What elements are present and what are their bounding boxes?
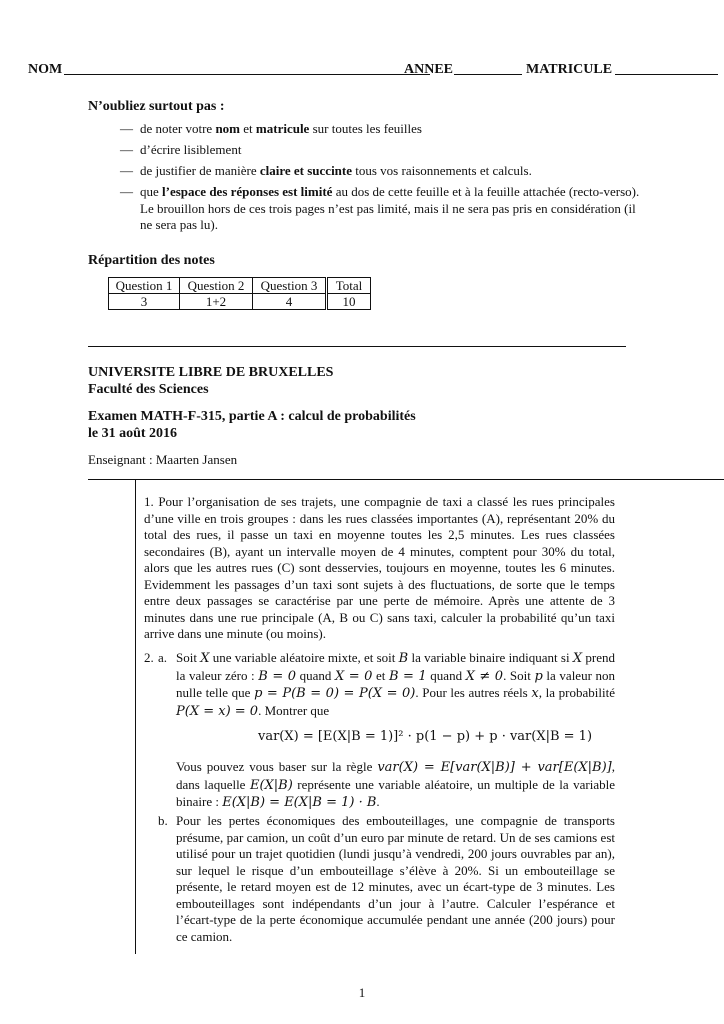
table-header-cell: Question 1 xyxy=(109,278,180,294)
table-cell: 1+2 xyxy=(180,294,253,310)
matricule-field-line[interactable] xyxy=(615,74,718,75)
table-header-cell: Question 2 xyxy=(180,278,253,294)
question-2a: Soit X une variable aléatoire mixte, et soit B la variable binaire indiquant si X prend la valeur zéro : B = 0 quand X = 0 et B = 1 quand X ≠ 0. Soit p la valeur non nulle telle que p = P(B = 0) = P(X = 0). Pour les autres réels x, la probabilité P(X = x) = 0. Montrer que xyxy=(176,650,616,719)
exam-title: Examen MATH-F-315, partie A : calcul de probabilités xyxy=(88,409,416,424)
question-2b: Pour les pertes économiques des embouteillages, une compagnie de transports présume, par camion, un coût d’un euro par minute de retard. Un de ses camions est utilisé pour un trajet quotidien (lundi jusqu’à vendredi, 200 jours ouvrables par an), sur lequel le risque d’un embouteillage s’élève à 20%. Si un embouteillage se présente, le retard moyen est de 12 minutes, avec un écart-type de 3 minutes. Les embouteillages sont indépendants d’un jour à l’autre. Calculer l’espérance et l’écart-type de la perte économique accumulée pendant une année (200 jours) pour ce camion. xyxy=(176,813,615,944)
table-cell: 4 xyxy=(253,294,327,310)
faculty-name: Faculté des Sciences xyxy=(88,382,209,397)
identity-header xyxy=(28,62,718,80)
table-row xyxy=(109,294,371,310)
question-2-number: 2. xyxy=(144,650,154,665)
question-frame-left xyxy=(135,479,136,954)
exam-date: le 31 août 2016 xyxy=(88,426,178,441)
table-header-cell: Total xyxy=(327,278,371,294)
table-row xyxy=(109,278,371,294)
page-number: 1 xyxy=(358,985,366,1000)
list-item: — d’écrire lisiblement xyxy=(120,142,650,159)
annee-label: ANNEE xyxy=(404,62,454,77)
reminders-title: N’oubliez surtout pas : xyxy=(88,99,225,114)
notes-title: Répartition des notes xyxy=(88,253,215,268)
university-name: UNIVERSITE LIBRE DE BRUXELLES xyxy=(88,365,334,380)
teacher: Enseignant : Maarten Jansen xyxy=(88,452,238,467)
matricule-label: MATRICULE xyxy=(526,62,613,77)
question-2a-label: a. xyxy=(158,650,168,665)
question-1: 1. Pour l’organisation de ses trajets, une compagnie de taxi a classé les rues principales d’une ville en trois groupes : dans les rues classées importantes (A), représentant 20% du total des rues, il passe un taxi en moyenne toutes les 2,5 minutes. Les rues classées secondaires (B), ayant un intervalle moyen de 4 minutes, comptent pour 30% du total, alors que les autres rues (C) sont desservies, toujours en moyenne, toutes les 6 minutes. Evidemment les passages d’un taxi sont sujets à des fluctuations, de sorte que le temps entre deux passages se caractérise par une perte de mémoire. Après une attente de 3 minutes dans une rue principale (A, B ou C) sans taxi, calculer la probabilité qu’un taxi arrive dans une minute (ou moins). xyxy=(144,494,615,641)
reminders-list xyxy=(120,121,650,238)
nom-field-line[interactable] xyxy=(64,74,430,75)
table-cell: 10 xyxy=(327,294,371,310)
table-cell: 3 xyxy=(109,294,180,310)
list-item: — de justifier de manière claire et succinte tous vos raisonnements et calculs. xyxy=(120,163,650,180)
list-item: — de noter votre nom et matricule sur toutes les feuilles xyxy=(120,121,650,138)
variance-formula: var(X) = [E(X|B = 1)]² · p(1 − p) + p · var(X|B = 1) xyxy=(258,729,593,744)
section-divider xyxy=(88,346,626,347)
notes-table xyxy=(108,277,371,310)
table-header-cell: Question 3 xyxy=(253,278,327,294)
question-2a-hint: Vous pouvez vous baser sur la règle var(X) = E[var(X|B)] + var[E(X|B)], dans laquelle E(X|B) représente une variable aléatoire, un multiple de la variable binaire : E(X|B) = E(X|B = 1) · B. xyxy=(176,759,615,810)
question-frame-top xyxy=(88,479,724,480)
question-2b-label: b. xyxy=(158,813,168,828)
nom-label: NOM xyxy=(28,62,63,77)
annee-field-line[interactable] xyxy=(454,74,522,75)
list-item: — que l’espace des réponses est limité au dos de cette feuille et à la feuille attachée (recto-verso). Le brouillon hors de ces trois pages n’est pas limité, mais il ne sera pas pris en considération (il ne sera pas lu). xyxy=(120,184,650,234)
